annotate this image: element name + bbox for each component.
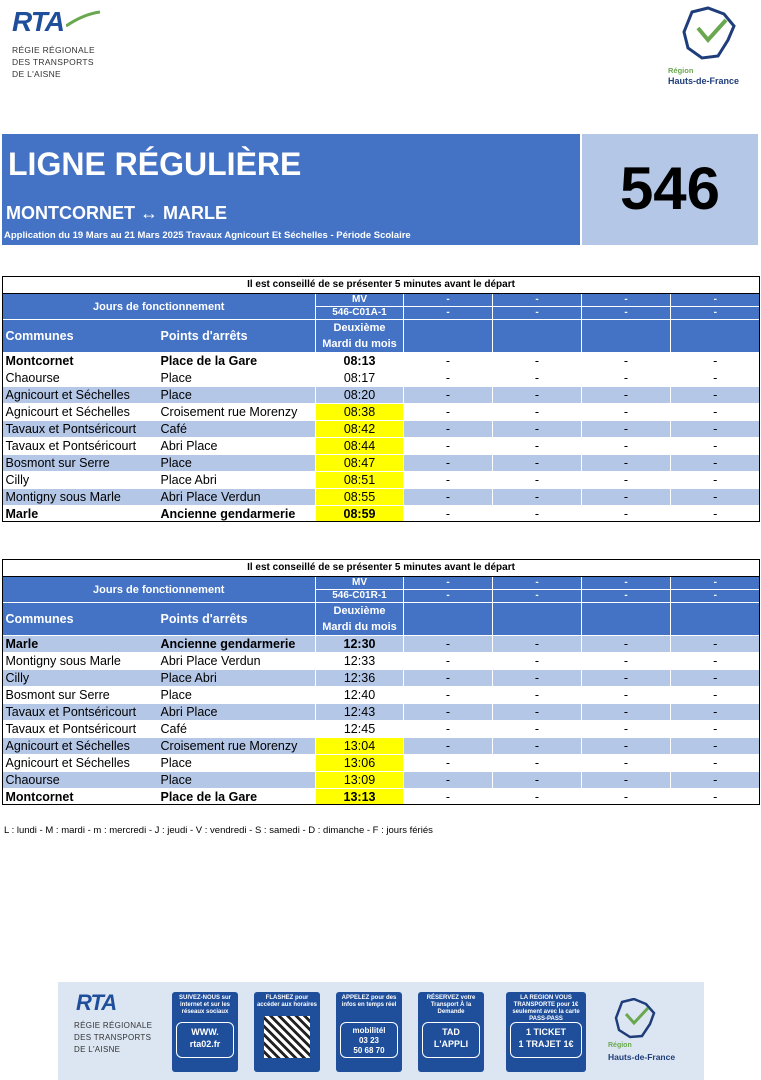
day-code: MV <box>316 577 404 590</box>
stop-cell: Place <box>158 755 316 772</box>
empty-time-cell: - <box>582 687 671 704</box>
line-number: 546 <box>619 155 721 222</box>
region-map-icon <box>678 6 742 62</box>
commune-cell: Tavaux et Pontséricourt <box>3 704 158 721</box>
empty-time-cell: - <box>404 472 493 489</box>
stop-cell: Abri Place Verdun <box>158 653 316 670</box>
empty-time-cell: - <box>582 387 671 404</box>
footer-banner: RTA RÉGIE RÉGIONALE DES TRANSPORTS DE L'AISNE SUIVEZ-NOUS sur internet et sur les réseaux sociaux WWW. rta02.fr FLASHEZ pour accéder aux horaires APPELEZ pour des infos en temps réel mobilitél 03 23 50 68 70 RÉSERVEZ votre Transport À la Demande TAD L'APPLI LA REGION VOUS TRANSPORTE pour 1€ seulement avec la carte PASS-PASS 1 TICKET 1 TRAJET 1€ Région Hauts-de-France <box>58 982 704 1080</box>
stop-cell: Place Abri <box>158 670 316 687</box>
commune-cell: Marle <box>3 636 158 653</box>
empty-time-cell: - <box>671 738 760 755</box>
web-icon: WWW. rta02.fr <box>176 1022 234 1058</box>
empty-time-cell: - <box>671 370 760 387</box>
footer-card-web[interactable]: SUIVEZ-NOUS sur internet et sur les réseaux sociaux WWW. rta02.fr <box>172 992 238 1072</box>
empty-time-cell: - <box>404 704 493 721</box>
footer-card-phone[interactable]: APPELEZ pour des infos en temps réel mobilitél 03 23 50 68 70 <box>336 992 402 1072</box>
footer-card-tad[interactable]: RÉSERVEZ votre Transport À la Demande TAD L'APPLI <box>418 992 484 1072</box>
stop-cell: Abri Place <box>158 704 316 721</box>
advice-row <box>3 560 760 577</box>
course-code: - <box>493 307 582 320</box>
table-row <box>3 789 760 806</box>
empty-time-cell: - <box>671 772 760 789</box>
empty-time-cell: - <box>493 421 582 438</box>
timetable-return <box>2 559 760 805</box>
table-row <box>3 421 760 438</box>
commune-cell: Montigny sous Marle <box>3 653 158 670</box>
col-empty <box>493 320 582 353</box>
region-small-label: Région <box>668 66 694 75</box>
day-code: MV <box>316 294 404 307</box>
empty-time-cell: - <box>582 772 671 789</box>
time-cell: 08:17 <box>316 370 404 387</box>
table-row <box>3 489 760 506</box>
table-row <box>3 472 760 489</box>
day-code: - <box>493 294 582 307</box>
course-code: 546-C01R-1 <box>316 590 404 603</box>
empty-time-cell: - <box>671 687 760 704</box>
empty-time-cell: - <box>671 438 760 455</box>
col-empty <box>582 603 671 636</box>
stop-cell: Café <box>158 421 316 438</box>
empty-time-cell: - <box>671 789 760 806</box>
empty-time-cell: - <box>582 721 671 738</box>
table-row <box>3 370 760 387</box>
empty-time-cell: - <box>671 421 760 438</box>
time-cell: 12:33 <box>316 653 404 670</box>
swoosh-icon <box>66 10 102 30</box>
empty-time-cell: - <box>582 472 671 489</box>
line-route: MONTCORNET ↔ MARLE <box>6 203 227 223</box>
empty-time-cell: - <box>493 772 582 789</box>
stop-cell: Croisement rue Morenzy <box>158 738 316 755</box>
empty-time-cell: - <box>493 387 582 404</box>
empty-time-cell: - <box>404 387 493 404</box>
empty-time-cell: - <box>404 370 493 387</box>
empty-time-cell: - <box>404 438 493 455</box>
time-cell: 08:51 <box>316 472 404 489</box>
commune-cell: Cilly <box>3 670 158 687</box>
commune-cell: Montcornet <box>3 789 158 806</box>
col-empty <box>671 603 760 636</box>
commune-cell: Agnicourt et Séchelles <box>3 755 158 772</box>
commune-cell: Agnicourt et Séchelles <box>3 404 158 421</box>
line-period: Application du 19 Mars au 21 Mars 2025 Travaux Agnicourt Et Séchelles - Période Scolaire <box>4 230 411 241</box>
time-cell: 08:55 <box>316 489 404 506</box>
advice-row <box>3 277 760 294</box>
empty-time-cell: - <box>493 455 582 472</box>
phone-icon: mobilitél 03 23 50 68 70 <box>340 1022 398 1058</box>
empty-time-cell: - <box>582 738 671 755</box>
commune-cell: Tavaux et Pontséricourt <box>3 721 158 738</box>
course-code: - <box>404 590 493 603</box>
legend: L : lundi - M : mardi - m : mercredi - J : jeudi - V : vendredi - S : samedi - D : dimanche - F : jours fériés <box>4 825 433 836</box>
table-row <box>3 772 760 789</box>
course-code: - <box>404 307 493 320</box>
region-name: Hauts-de-France <box>668 76 740 86</box>
empty-time-cell: - <box>582 370 671 387</box>
time-cell: 12:43 <box>316 704 404 721</box>
empty-time-cell: - <box>404 653 493 670</box>
empty-time-cell: - <box>493 789 582 806</box>
time-cell: 08:59 <box>316 506 404 523</box>
time-cell: 12:36 <box>316 670 404 687</box>
empty-time-cell: - <box>404 755 493 772</box>
region-map-icon <box>612 998 660 1040</box>
time-cell: 13:06 <box>316 755 404 772</box>
time-cell: 08:42 <box>316 421 404 438</box>
commune-cell: Bosmont sur Serre <box>3 455 158 472</box>
commune-cell: Bosmont sur Serre <box>3 687 158 704</box>
table-row <box>3 670 760 687</box>
empty-time-cell: - <box>582 789 671 806</box>
empty-time-cell: - <box>582 755 671 772</box>
empty-time-cell: - <box>671 353 760 370</box>
ticket-icon: 1 TICKET 1 TRAJET 1€ <box>510 1022 582 1058</box>
empty-time-cell: - <box>404 772 493 789</box>
empty-time-cell: - <box>671 636 760 653</box>
col-empty <box>671 320 760 353</box>
commune-cell: Chaourse <box>3 370 158 387</box>
col-stops: Points d'arrêts <box>158 320 316 353</box>
empty-time-cell: - <box>582 438 671 455</box>
empty-time-cell: - <box>671 455 760 472</box>
footer-region-logo: Région Hauts-de-France <box>598 992 698 1072</box>
commune-cell: Montigny sous Marle <box>3 489 158 506</box>
time-cell: 08:44 <box>316 438 404 455</box>
time-cell: 12:45 <box>316 721 404 738</box>
stop-cell: Ancienne gendarmerie <box>158 506 316 523</box>
time-cell: 08:47 <box>316 455 404 472</box>
days-label: Jours de fonctionnement <box>3 294 316 320</box>
qr-code-icon <box>264 1016 310 1058</box>
day-code: - <box>671 577 760 590</box>
empty-time-cell: - <box>493 653 582 670</box>
empty-time-cell: - <box>582 489 671 506</box>
time-cell: 12:30 <box>316 636 404 653</box>
table-row <box>3 704 760 721</box>
stop-cell: Croisement rue Morenzy <box>158 404 316 421</box>
column-header-row <box>3 603 760 636</box>
day-code: - <box>404 577 493 590</box>
table-row <box>3 738 760 755</box>
footer-card-qr[interactable]: FLASHEZ pour accéder aux horaires <box>254 992 320 1072</box>
empty-time-cell: - <box>404 506 493 523</box>
empty-time-cell: - <box>582 670 671 687</box>
commune-cell: Tavaux et Pontséricourt <box>3 421 158 438</box>
commune-cell: Tavaux et Pontséricourt <box>3 438 158 455</box>
empty-time-cell: - <box>671 704 760 721</box>
empty-time-cell: - <box>582 653 671 670</box>
day-code: - <box>582 294 671 307</box>
course-code: - <box>671 590 760 603</box>
empty-time-cell: - <box>582 421 671 438</box>
table-row <box>3 353 760 370</box>
course-code: - <box>671 307 760 320</box>
col-empty <box>582 320 671 353</box>
empty-time-cell: - <box>493 738 582 755</box>
commune-cell: Agnicourt et Séchelles <box>3 387 158 404</box>
empty-time-cell: - <box>493 721 582 738</box>
empty-time-cell: - <box>404 455 493 472</box>
empty-time-cell: - <box>493 670 582 687</box>
day-code: - <box>493 577 582 590</box>
commune-cell: Chaourse <box>3 772 158 789</box>
empty-time-cell: - <box>493 755 582 772</box>
table-row <box>3 636 760 653</box>
stop-cell: Abri Place <box>158 438 316 455</box>
tad-app-icon: TAD L'APPLI <box>422 1022 480 1058</box>
empty-time-cell: - <box>671 506 760 523</box>
stop-cell: Place <box>158 370 316 387</box>
empty-time-cell: - <box>671 670 760 687</box>
rta-logo <box>10 6 130 86</box>
empty-time-cell: - <box>493 472 582 489</box>
col-communes: Communes <box>3 603 158 636</box>
course-code: - <box>582 307 671 320</box>
empty-time-cell: - <box>582 506 671 523</box>
table-row <box>3 404 760 421</box>
table-row <box>3 387 760 404</box>
column-header-row <box>3 320 760 353</box>
stop-cell: Place <box>158 455 316 472</box>
empty-time-cell: - <box>404 353 493 370</box>
empty-time-cell: - <box>671 387 760 404</box>
table-row <box>3 506 760 523</box>
stop-cell: Place Abri <box>158 472 316 489</box>
commune-cell: Montcornet <box>3 353 158 370</box>
time-cell: 13:09 <box>316 772 404 789</box>
empty-time-cell: - <box>493 636 582 653</box>
time-cell: 12:40 <box>316 687 404 704</box>
empty-time-cell: - <box>582 353 671 370</box>
timetable-outbound <box>2 276 760 522</box>
table-row <box>3 455 760 472</box>
empty-time-cell: - <box>404 738 493 755</box>
days-row <box>3 294 760 307</box>
footer-card-ticket[interactable]: LA REGION VOUS TRANSPORTE pour 1€ seulement avec la carte PASS-PASS 1 TICKET 1 TRAJET 1€ <box>506 992 586 1072</box>
empty-time-cell: - <box>493 370 582 387</box>
empty-time-cell: - <box>493 404 582 421</box>
empty-time-cell: - <box>404 404 493 421</box>
commune-cell: Agnicourt et Séchelles <box>3 738 158 755</box>
table-row <box>3 721 760 738</box>
stop-cell: Café <box>158 721 316 738</box>
advice-text: Il est conseillé de se présenter 5 minutes avant le départ <box>3 277 760 294</box>
days-row <box>3 577 760 590</box>
empty-time-cell: - <box>671 755 760 772</box>
day-code: - <box>671 294 760 307</box>
table-row <box>3 438 760 455</box>
empty-time-cell: - <box>493 687 582 704</box>
stop-cell: Ancienne gendarmerie <box>158 636 316 653</box>
empty-time-cell: - <box>404 789 493 806</box>
empty-time-cell: - <box>404 687 493 704</box>
table-row <box>3 653 760 670</box>
advice-text: Il est conseillé de se présenter 5 minutes avant le départ <box>3 560 760 577</box>
col-communes: Communes <box>3 320 158 353</box>
empty-time-cell: - <box>404 636 493 653</box>
col-empty <box>404 320 493 353</box>
stop-cell: Place <box>158 687 316 704</box>
empty-time-cell: - <box>493 489 582 506</box>
empty-time-cell: - <box>404 421 493 438</box>
stop-cell: Place <box>158 387 316 404</box>
commune-cell: Marle <box>3 506 158 523</box>
empty-time-cell: - <box>404 489 493 506</box>
empty-time-cell: - <box>404 721 493 738</box>
empty-time-cell: - <box>671 489 760 506</box>
time-cell: 08:20 <box>316 387 404 404</box>
time-cell: 08:38 <box>316 404 404 421</box>
empty-time-cell: - <box>493 438 582 455</box>
col-service: Deuxième Mardi du mois <box>316 603 404 636</box>
empty-time-cell: - <box>582 636 671 653</box>
course-code: - <box>582 590 671 603</box>
course-code: 546-C01A-1 <box>316 307 404 320</box>
stop-cell: Place de la Gare <box>158 353 316 370</box>
empty-time-cell: - <box>493 353 582 370</box>
empty-time-cell: - <box>671 653 760 670</box>
rta-logo-text: RTA <box>12 6 64 37</box>
col-stops: Points d'arrêts <box>158 603 316 636</box>
col-empty <box>493 603 582 636</box>
table-row <box>3 755 760 772</box>
empty-time-cell: - <box>671 721 760 738</box>
empty-time-cell: - <box>582 455 671 472</box>
rta-subtitle: RÉGIE RÉGIONALE DES TRANSPORTS DE L'AISNE <box>12 45 95 79</box>
day-code: - <box>582 577 671 590</box>
stop-cell: Place de la Gare <box>158 789 316 806</box>
time-cell: 13:13 <box>316 789 404 806</box>
empty-time-cell: - <box>493 506 582 523</box>
time-cell: 08:13 <box>316 353 404 370</box>
course-code: - <box>493 590 582 603</box>
empty-time-cell: - <box>404 670 493 687</box>
day-code: - <box>404 294 493 307</box>
region-logo <box>660 4 760 90</box>
empty-time-cell: - <box>582 404 671 421</box>
stop-cell: Place <box>158 772 316 789</box>
commune-cell: Cilly <box>3 472 158 489</box>
col-empty <box>404 603 493 636</box>
empty-time-cell: - <box>671 472 760 489</box>
stop-cell: Abri Place Verdun <box>158 489 316 506</box>
empty-time-cell: - <box>493 704 582 721</box>
time-cell: 13:04 <box>316 738 404 755</box>
line-title: LIGNE RÉGULIÈRE <box>8 146 302 182</box>
empty-time-cell: - <box>582 704 671 721</box>
col-service: Deuxième Mardi du mois <box>316 320 404 353</box>
empty-time-cell: - <box>671 404 760 421</box>
table-row <box>3 687 760 704</box>
days-label: Jours de fonctionnement <box>3 577 316 603</box>
